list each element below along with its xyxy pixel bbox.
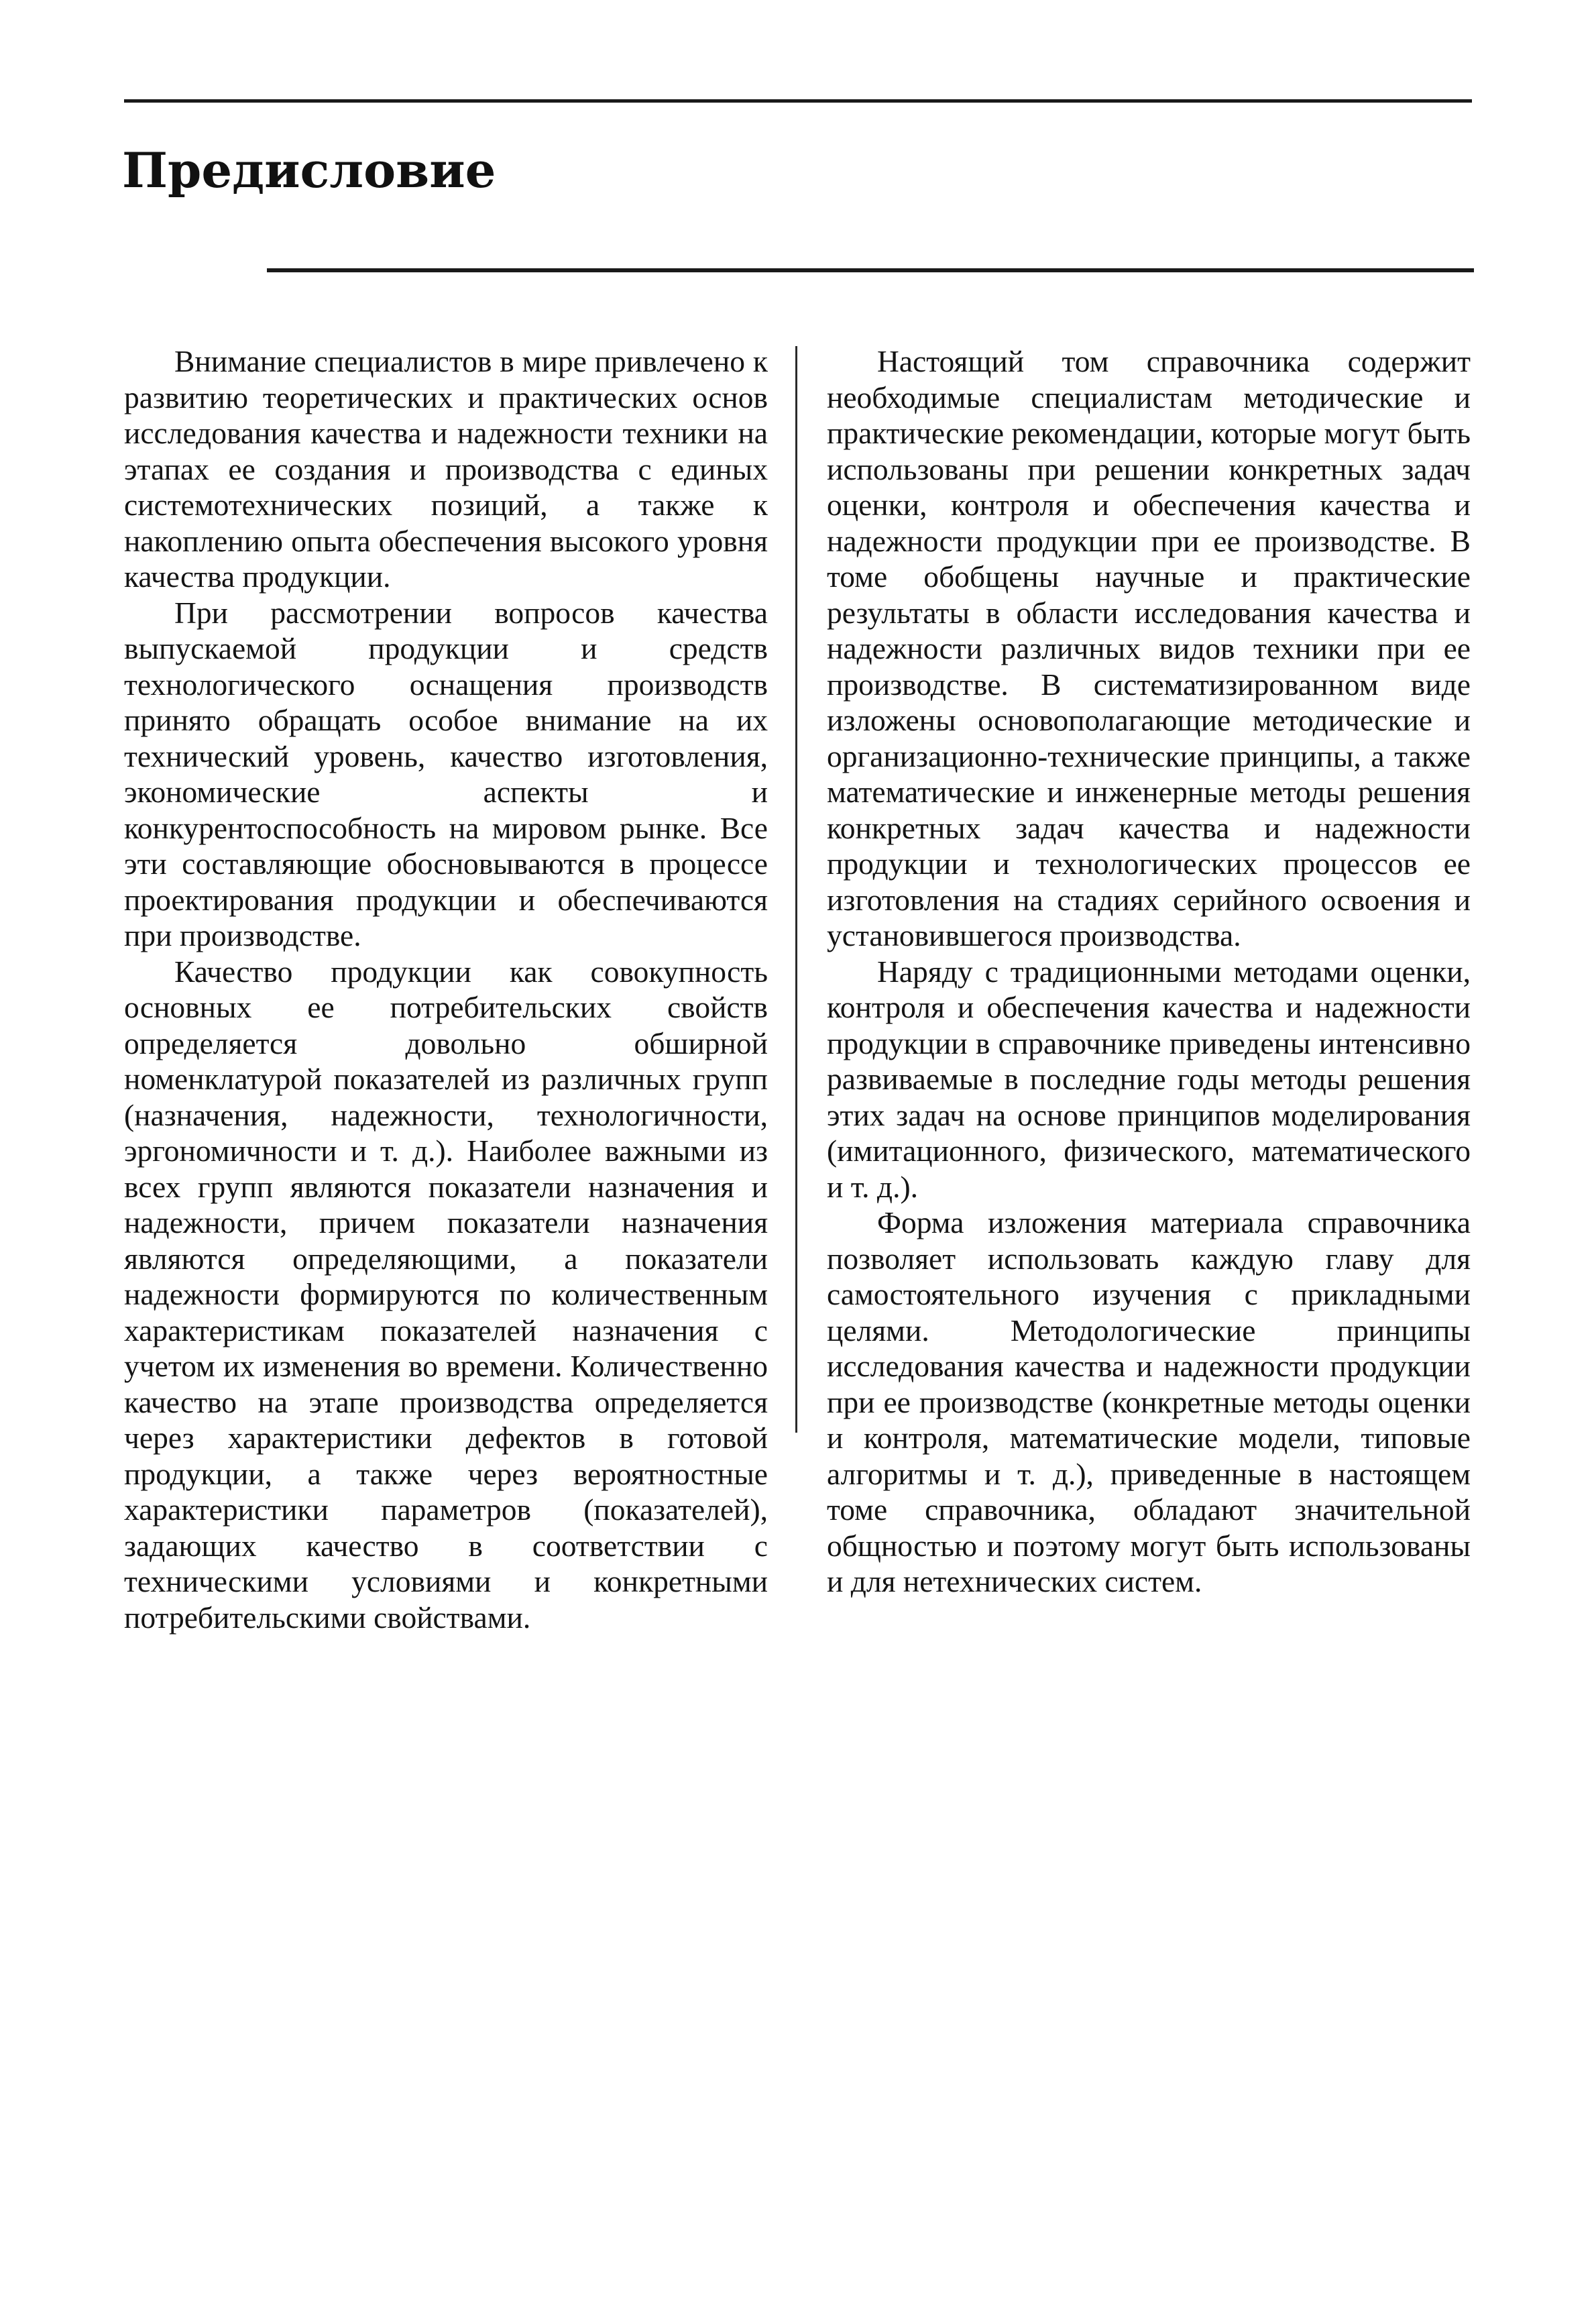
paragraph: При рассмотрении вопросов качества выпускаемой продукции и средств технологического оснащения производств принято обращать особое внимание на их технический уровень, качество изготовления, экономические аспекты и конкурентоспособность на мировом рынке. Все эти составляющие обосновываются в процессе проектирования продукции и обеспечиваются при производстве.	[124, 595, 768, 952]
paragraph: Качество продукции как совокупность основных ее потребительских свойств определяется довольно обширной номенклатурой показателей из различных групп (назначения, надежности, технологичности, эргономичности и т. д.). Наиболее важными из всех групп являются показатели назначения и надежности, причем показатели назначения являются определяющими, а показатели надежности формируются по количественным характеристикам показателей назначения с учетом их изменения во времени. Количественно качество на этапе производства определяется через характеристики дефектов в готовой продукции, а также через вероятностные характеристики параметров (показателей), задающих качество в соответствии с техническими условиями и конкретными потребительскими свойствами.	[124, 954, 768, 1635]
page-title: Предисловие	[122, 142, 496, 199]
top-rule	[124, 99, 1472, 103]
paragraph: Наряду с традиционными методами оценки, контроля и обеспечения качества и надежности продукции в справочнике приведены интенсивно развиваемые в последние годы методы решения этих задач на основе принципов моделирования (имитационного, физического, математического и т. д.).	[827, 954, 1471, 1204]
right-column	[827, 343, 1471, 1600]
title-rule	[267, 268, 1474, 272]
paragraph: Внимание специалистов в мире привлечено к развитию теоретических и практических основ исследования качества и надежности техники на этапах ее создания и производства с единых системотехнических позиций, а также к накоплению опыта обеспечения высокого уровня качества продукции.	[124, 344, 768, 594]
column-divider	[795, 346, 797, 1433]
paragraph: Настоящий том справочника содержит необходимые специалистам методические и практические рекомендации, которые могут быть использованы при решении конкретных задач оценки, контроля и обеспечения качества и надежности продукции при ее производстве. В томе обобщены научные и практические результаты в области исследования качества и надежности различных видов техники при ее производстве. В систематизированном виде изложены основополагающие методические и организационно-технические принципы, а также математические и инженерные методы решения конкретных задач качества и надежности продукции и технологических процессов ее изготовления на стадиях серийного освоения и установившегося производства.	[827, 344, 1471, 952]
paragraph: Форма изложения материала справочника позволяет использовать каждую главу для самостоятельного изучения с прикладными целями. Методологические принципы исследования качества и надежности продукции при ее производстве (конкретные методы оценки и контроля, математические модели, типовые алгоритмы и т. д.), приведенные в настоящем томе справочника, обладают значительной общностью и поэтому могут быть использованы и для нетехнических систем.	[827, 1205, 1471, 1598]
left-column	[124, 343, 768, 1635]
